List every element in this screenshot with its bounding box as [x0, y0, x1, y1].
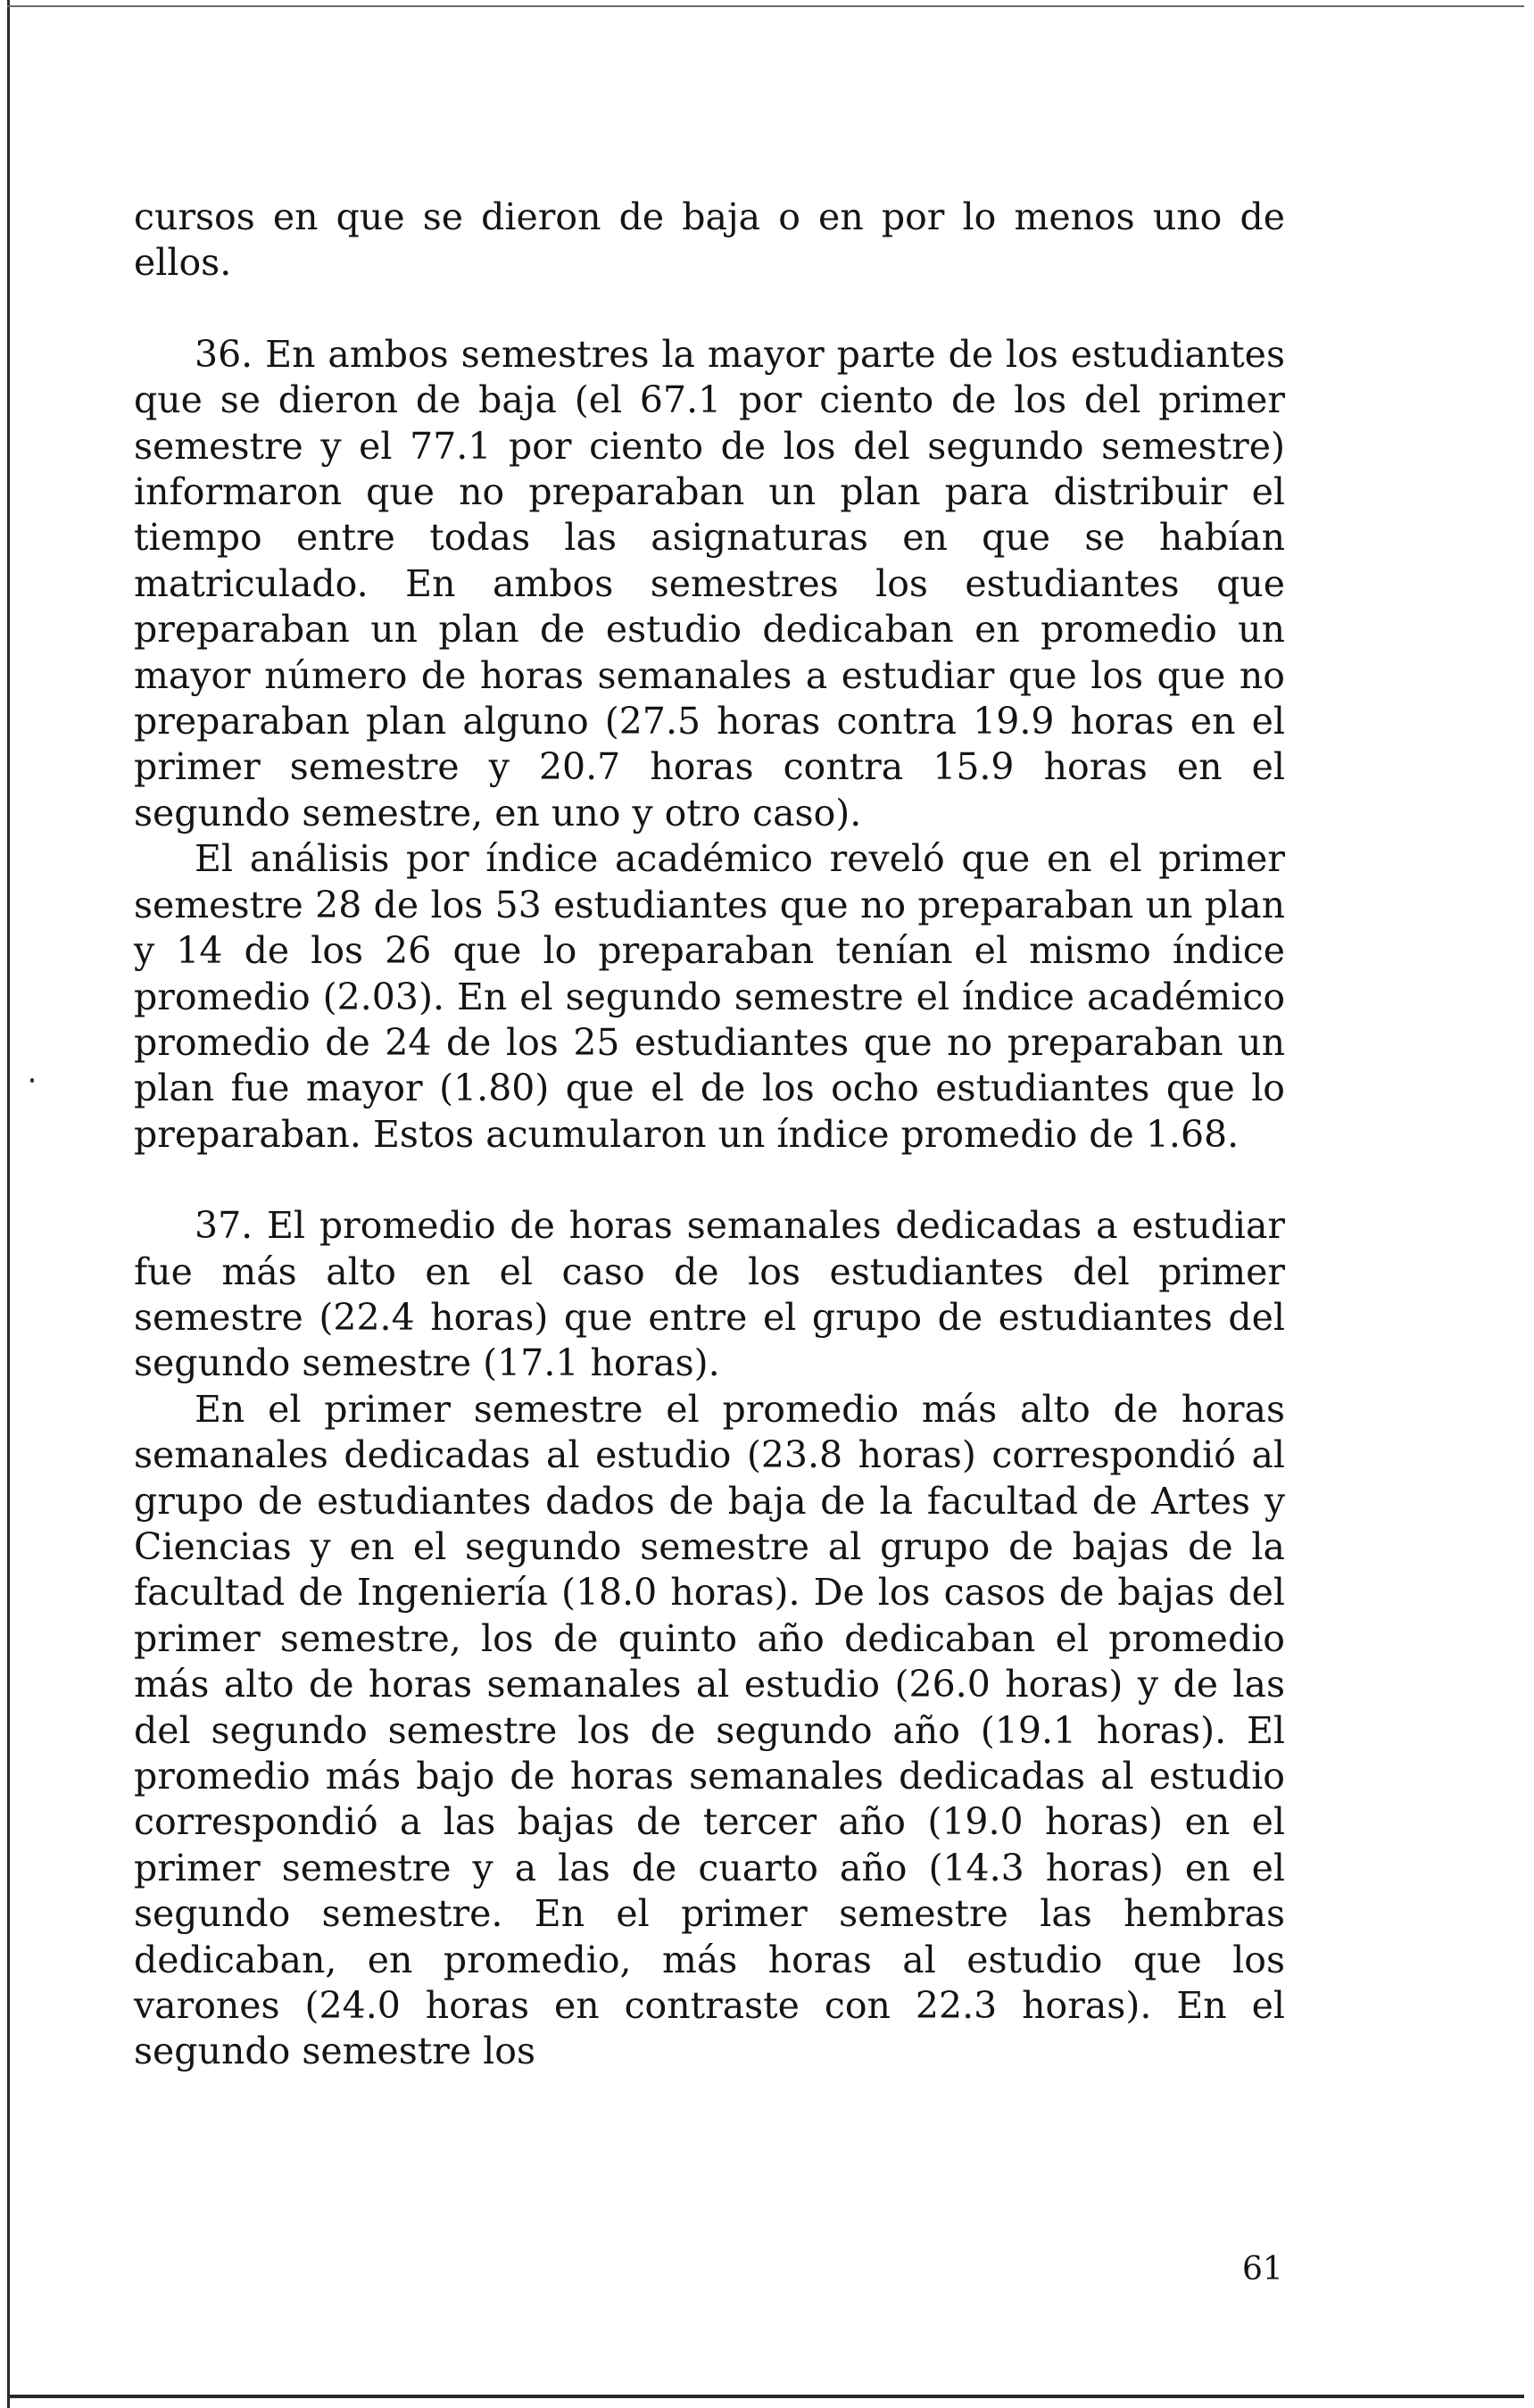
paragraph-intro: cursos en que se dieron de baja o en por lo menos uno de ellos. [134, 195, 1285, 285]
scan-border-bottom [7, 2395, 1524, 2398]
paragraph-37: 37. El promedio de horas semanales dedicadas a estudiar fue más alto en el caso de los estudiantes del primer semestre (22.4 horas) que entre el grupo de estudiantes del segundo semestre (17.1 horas). [134, 1204, 1285, 1385]
paragraph-36: 36. En ambos semestres la mayor parte de los estudiantes que se dieron de baja (el 67.1 por ciento de los del primer semestre y el 77.1 por ciento de los del segundo semestre) informaron que no preparaban un plan para distribuir el tiempo entre todas las asignaturas en que se habían matriculado. En ambos semestres los estudiantes que preparaban un plan de estudio dedicaban en promedio un mayor número de horas semanales a estudiar que los que no preparaban plan alguno (27.5 horas contra 19.9 horas en el primer semestre y 20.7 horas contra 15.9 horas en el segundo semestre, en uno y otro caso). [134, 332, 1285, 834]
page-body [134, 195, 1285, 2075]
scan-border-left [7, 0, 10, 2408]
scan-speck [30, 1078, 34, 1083]
page-number: 61 [1242, 2251, 1283, 2288]
scan-border-top [7, 5, 1524, 7]
paragraph-37-details: En el primer semestre el promedio más alto de horas semanales dedicadas al estudio (23.8 horas) correspondió al grupo de estudiantes dados de baja de la facultad de Artes y Ciencias y en el segundo semestre al grupo de bajas de la facultad de Ingeniería (18.0 horas). De los casos de bajas del primer semestre, los de quinto año dedicaban el promedio más alto de horas semanales al estudio (26.0 horas) y de las del segundo semestre los de segundo año (19.1 horas). El promedio más bajo de horas semanales dedicadas al estudio correspondió a las bajas de tercer año (19.0 horas) en el primer semestre y a las de cuarto año (14.3 horas) en el segundo semestre. En el primer semestre las hembras dedicaban, en promedio, más horas al estudio que los varones (24.0 horas en contraste con 22.3 horas). En el segundo semestre los [134, 1387, 1285, 2073]
paragraph-36-analysis: El análisis por índice académico reveló que en el primer semestre 28 de los 53 estudiantes que no preparaban un plan y 14 de los 26 que lo preparaban tenían el mismo índice promedio (2.03). En el segundo semestre el índice académico promedio de 24 de los 25 estudiantes que no preparaban un plan fue mayor (1.80) que el de los ocho estudiantes que lo preparaban. Estos acumularon un índice promedio de 1.68. [134, 837, 1285, 1156]
